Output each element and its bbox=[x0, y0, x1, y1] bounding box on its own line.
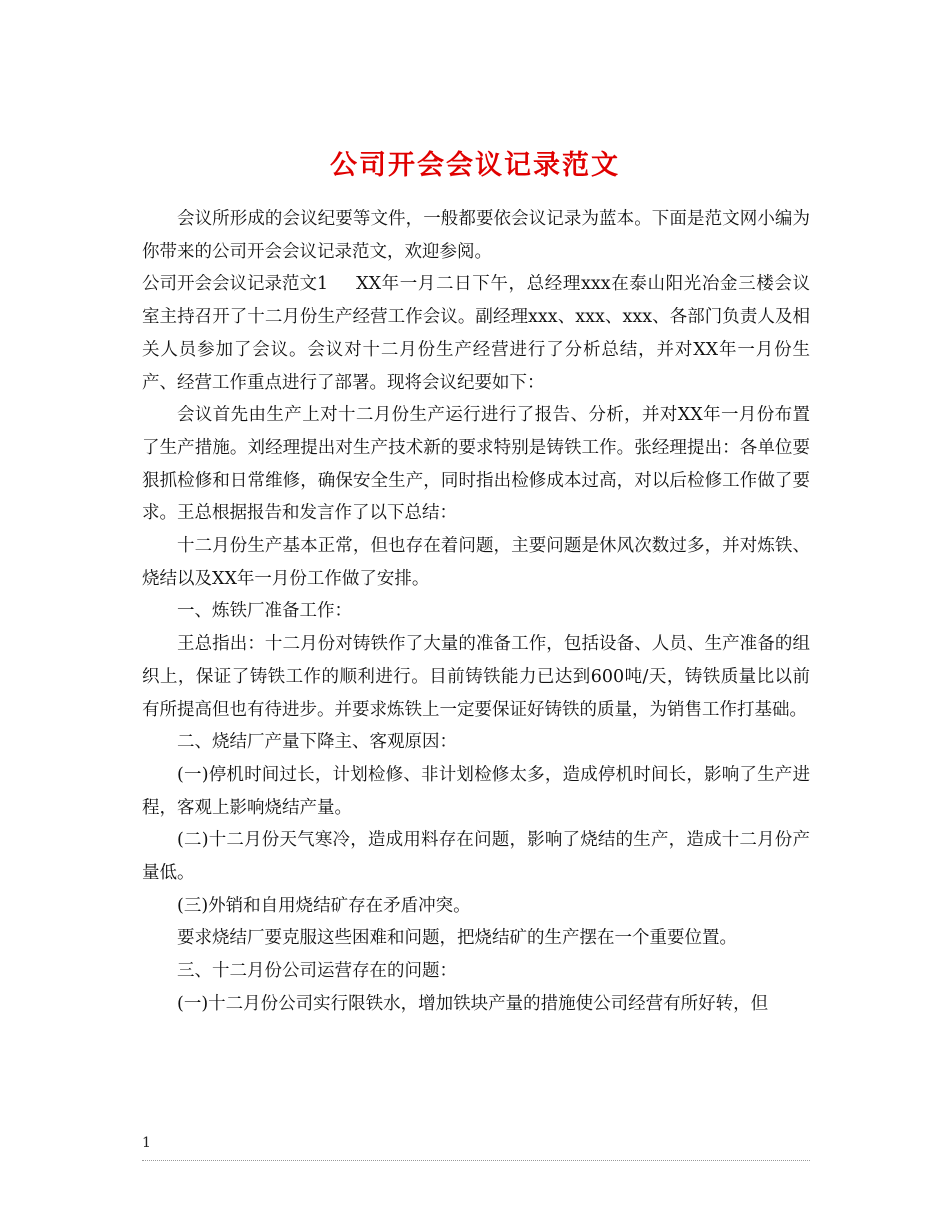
footer-divider bbox=[142, 1160, 810, 1161]
list-item-weather: (二)十二月份天气寒冷，造成用料存在问题，影响了烧结的生产，造成十二月份产量低。 bbox=[142, 830, 810, 884]
paragraph-report: 会议首先由生产上对十二月份生产运行进行了报告、分析，并对XX年一月份布置了生产措施。刘经理提出对生产技术新的要求特别是铸铁工作。张经理提出：各单位要狠抓检修和日常维修，确保安全生产，同时指出检修成本过高，对以后检修工作做了要求。王总根据报告和发言作了以下总结： bbox=[142, 405, 810, 524]
list-item-operations: (一)十二月份公司实行限铁水，增加铁块产量的措施使公司经营有所好转，但 bbox=[177, 993, 769, 1014]
paragraph-sample-1 bbox=[142, 268, 810, 399]
list-item-downtime: (一)停机时间过长，计划检修、非计划检修太多，造成停机时间长，影响了生产进程，客观上影响烧结产量。 bbox=[142, 764, 810, 818]
sample-1-text: XX年一月二日下午，总经理xxx在泰山阳光冶金三楼会议室主持召开了十二月份生产经营工作会议。副经理xxx、xxx、xxx、各部门负责人及相关人员参加了会议。会议对十二月份生产经营进行了分析总结，并对XX年一月份生产、经营工作重点进行了部署。现将会议纪要如下： bbox=[142, 274, 810, 393]
document-title: 公司开会会议记录范文 bbox=[330, 150, 620, 182]
section-heading-ironworks: 一、炼铁厂准备工作： bbox=[177, 601, 352, 622]
section-heading-sintering: 二、烧结厂产量下降主、客观原因： bbox=[177, 732, 457, 753]
paragraph-ironworks: 王总指出：十二月份对铸铁作了大量的准备工作，包括设备、人员、生产准备的组织上，保证了铸铁工作的顺利进行。目前铸铁能力已达到600吨/天，铸铁质量比以前有所提高但也有待进步。并要求炼铁上一定要保证好铸铁的质量，为销售工作打基础。 bbox=[142, 634, 810, 720]
list-item-conflict: (三)外销和自用烧结矿存在矛盾冲突。 bbox=[177, 895, 471, 916]
page-number: 1 bbox=[142, 1135, 151, 1151]
document-body bbox=[142, 203, 810, 1021]
paragraph-summary: 十二月份生产基本正常，但也存在着问题，主要问题是休风次数过多，并对炼铁、烧结以及XX年一月份工作做了安排。 bbox=[142, 536, 810, 589]
paragraph-intro: 会议所形成的会议纪要等文件，一般都要依会议记录为蓝本。下面是范文网小编为你带来的公司开会会议记录范文，欢迎参阅。 bbox=[142, 209, 810, 262]
sample-heading: 公司开会会议记录范文1 bbox=[142, 274, 329, 295]
section-heading-operations: 三、十二月份公司运营存在的问题： bbox=[177, 961, 457, 982]
paragraph-requirement: 要求烧结厂要克服这些困难和问题，把烧结矿的生产摆在一个重要位置。 bbox=[177, 928, 737, 949]
